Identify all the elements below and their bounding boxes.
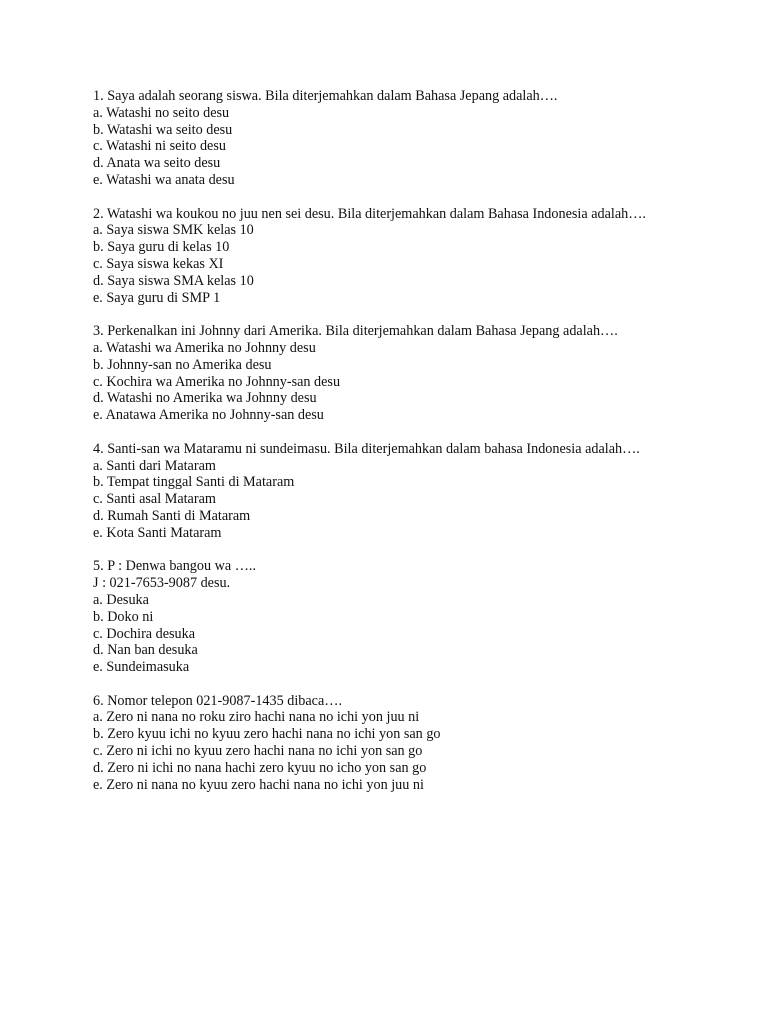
option-d: d. Saya siswa SMA kelas 10: [93, 272, 254, 289]
question-text: 1. Saya adalah seorang siswa. Bila diterjemahkan dalam Bahasa Jepang adalah….: [93, 88, 558, 104]
option-d: d. Zero ni ichi no nana hachi zero kyuu no icho yon san go: [93, 759, 427, 776]
option-a: a. Watashi wa Amerika no Johnny desu: [93, 339, 316, 356]
question-3: [93, 323, 713, 424]
option-c: c. Santi asal Mataram: [93, 491, 216, 508]
option-a: a. Watashi no seito desu: [93, 104, 230, 121]
option-b: b. Doko ni: [93, 608, 154, 625]
option-c: c. Zero ni ichi no kyuu zero hachi nana no ichi yon san go: [93, 743, 423, 760]
option-e: e. Watashi wa anata desu: [93, 171, 235, 188]
question-text: 3. Perkenalkan ini Johnny dari Amerika. Bila diterjemahkan dalam Bahasa Jepang adalah….: [93, 323, 618, 340]
answer-line: J : 021-7653-9087 desu.: [93, 575, 231, 592]
question-1: [93, 88, 713, 189]
question-4: [93, 441, 713, 542]
option-a: a. Zero ni nana no roku ziro hachi nana no ichi yon juu ni: [93, 709, 420, 726]
option-e: e. Sundeimasuka: [93, 659, 190, 676]
option-a: a. Santi dari Mataram: [93, 457, 216, 474]
option-e: e. Kota Santi Mataram: [93, 524, 222, 541]
option-e: e. Zero ni nana no kyuu zero hachi nana no ichi yon juu ni: [93, 776, 424, 793]
option-c: c. Kochira wa Amerika no Johnny-san desu: [93, 373, 341, 390]
option-b: b. Watashi wa seito desu: [93, 121, 233, 138]
question-5: [93, 558, 713, 676]
option-a: a. Saya siswa SMK kelas 10: [93, 222, 254, 239]
option-d: d. Nan ban desuka: [93, 642, 198, 659]
option-c: c. Dochira desuka: [93, 625, 196, 642]
question-text: 4. Santi-san wa Mataramu ni sundeimasu. Bila diterjemahkan dalam bahasa Indonesia adalah….: [93, 440, 640, 457]
question-text: 5. P : Denwa bangou wa …..: [93, 558, 256, 575]
option-d: d. Anata wa seito desu: [93, 155, 221, 172]
question-text: 6. Nomor telepon 021-9087-1435 dibaca….: [93, 692, 343, 709]
option-c: c. Watashi ni seito desu: [93, 138, 226, 155]
option-b: b. Johnny-san no Amerika desu: [93, 356, 272, 373]
option-d: d. Watashi no Amerika wa Johnny desu: [93, 390, 317, 407]
option-e: e. Saya guru di SMP 1: [93, 289, 221, 306]
option-b: b. Tempat tinggal Santi di Mataram: [93, 474, 295, 491]
option-d: d. Rumah Santi di Mataram: [93, 507, 251, 524]
option-a: a. Desuka: [93, 591, 149, 608]
option-b: b. Saya guru di kelas 10: [93, 239, 230, 256]
question-text: 2. Watashi wa koukou no juu nen sei desu. Bila diterjemahkan dalam Bahasa Indonesia adalah….: [93, 205, 646, 222]
option-e: e. Anatawa Amerika no Johnny-san desu: [93, 407, 324, 424]
option-b: b. Zero kyuu ichi no kyuu zero hachi nana no ichi yon san go: [93, 726, 441, 743]
document-page: [93, 88, 713, 810]
question-6: [93, 693, 713, 794]
question-2: [93, 206, 713, 307]
option-c: c. Saya siswa kekas XI: [93, 255, 224, 272]
